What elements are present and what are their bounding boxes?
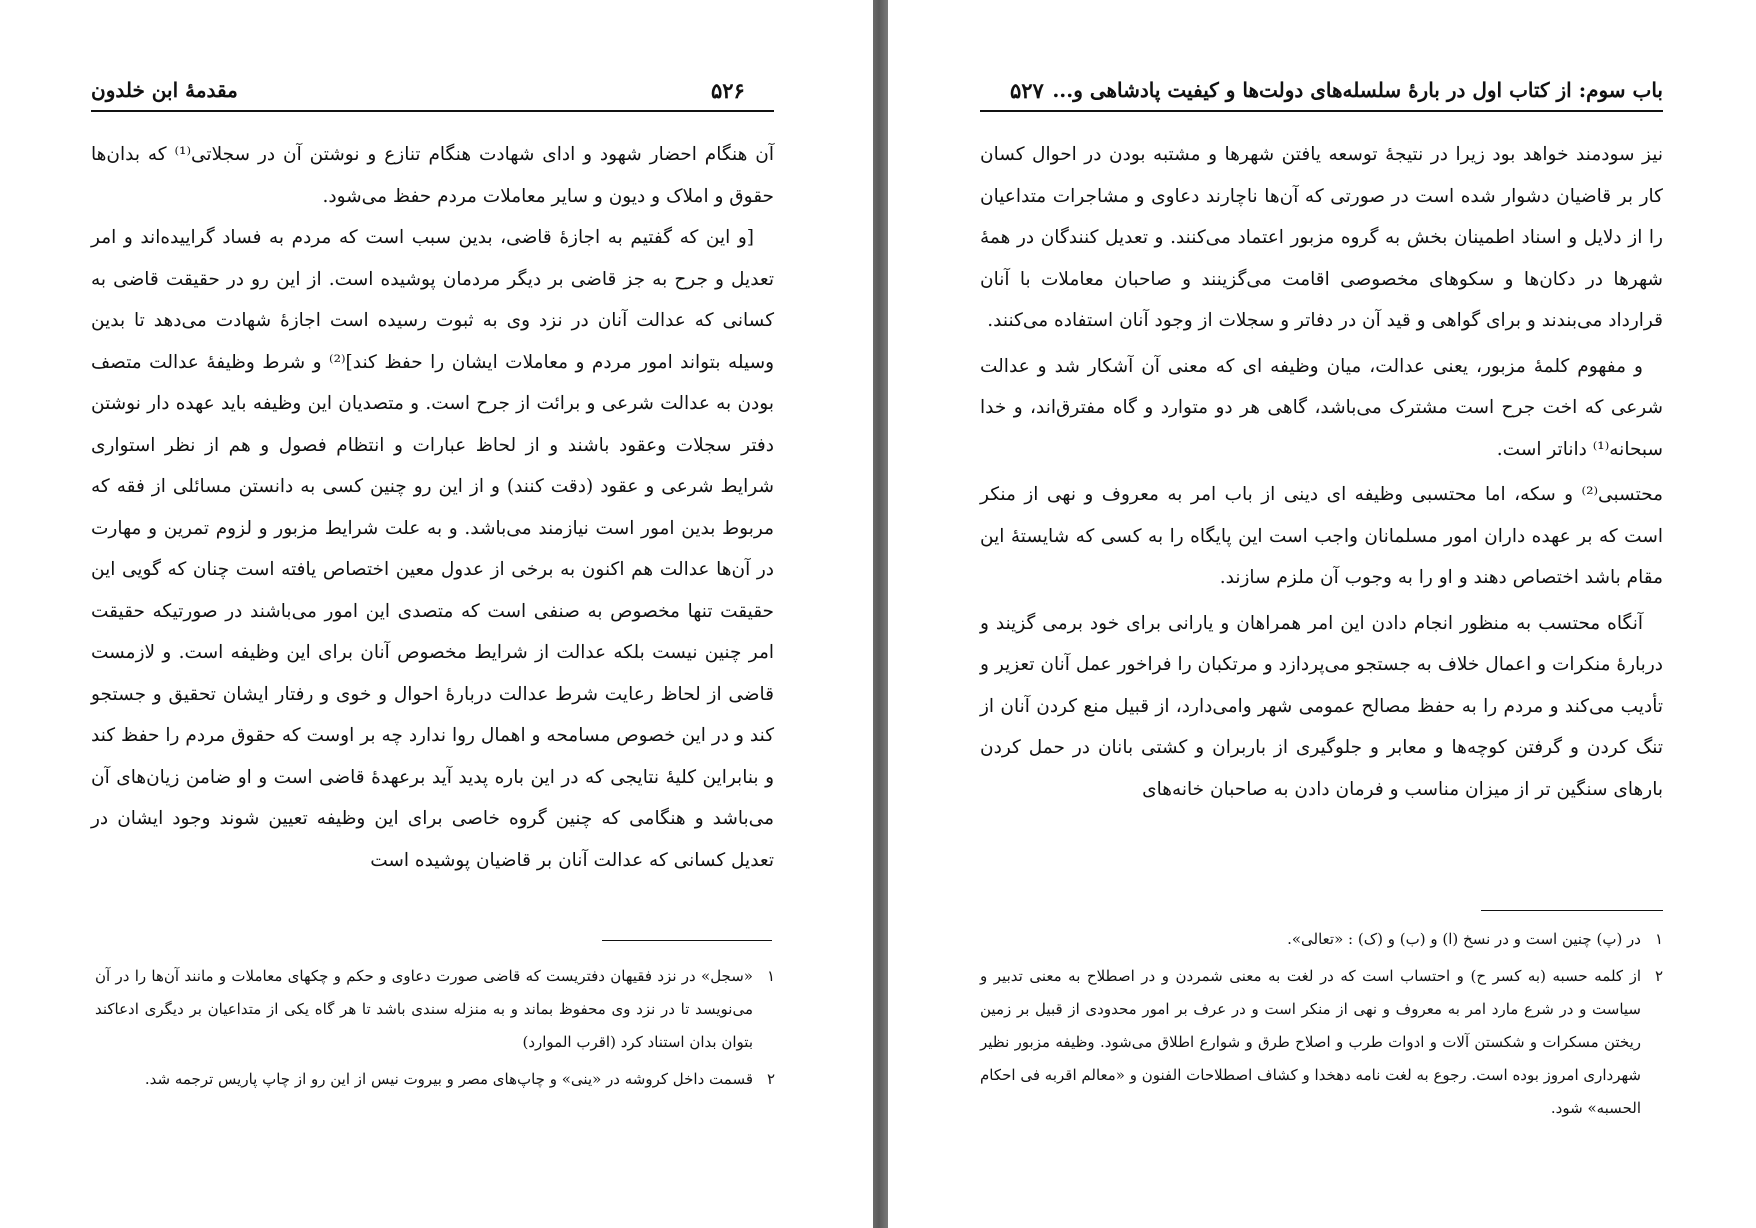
- right-footnote-2-text: از کلمه حسبه (به کسر ح) و احتساب است که در لغت به معنی شمردن و در اصطلاح به معنی تدبیر و سیاست و در شرع مارد امر به معروف و نهی از منکر است و در عرف بر امور محدودی از قبیل بر زمین ریختن مسکرات و شکستن آلات و ادوات طرب و اصلاح طرق و شوارع اطلاق می‌شود. وظیفه مزبور نظیر شهرداری امروز بوده است. رجوع به لغت نامه دهخدا و کشاف اصطلاحات الفنون و «معالم اقربه فی احکام الحسبه» شود.: [980, 967, 1641, 1117]
- right-paragraph-2: و مفهوم کلمهٔ مزبور، یعنی عدالت، میان وظیفه ای که معنی آن آشکار شد و عدالت شرعی که اخت جرح است مشترک می‌باشد، گاهی هر دو متوارد و گاه مفترق‌اند، و خدا سبحانه⁽¹⁾ داناتر است.: [980, 355, 1663, 460]
- left-footnote-1-text: «سجل» در نزد فقیهان دفتریست که قاضی صورت دعاوی و حکم و چکهای معاملات و مانند آن‌ها را در آن می‌نویسد تا در نزد وی محفوظ بماند و به منزله سندی باشد تا هر گاه یکی از متداعیان بر دیگری ادعاکند بتوان بدان استناد کرد (اقرب الموارد): [95, 967, 753, 1051]
- left-page-body: [91, 134, 774, 881]
- left-footnote-1: [95, 960, 775, 1059]
- right-paragraph-4: آنگاه محتسب به منظور انجام دادن این امر همراهان و یارانی برای خود برمی گزیند و دربارهٔ منکرات و اعمال خلاف به جستجو می‌پردازد و مرتکبان را فراخور عمل آنان تعزیر و تأدیب می‌کند و مردم را به حفظ مصالح عمومی شهر وامی‌دارد، از قبیل منع کردن آنان از تنگ کردن و گرفتن کوچه‌ها و معابر و جلوگیری از باربران و کشتی بانان در حمل کردن بارهای سنگین تر از میزان مناسب و فرمان دادن به صاحبان خانه‌های: [980, 612, 1663, 800]
- right-page-body: [980, 134, 1663, 810]
- left-footnote-2-number: ۲: [766, 1070, 775, 1088]
- left-footnote-2-text: قسمت داخل کروشه در «ینی» و چاپ‌های مصر و بیروت نیس از این رو از چاپ پاریس ترجمه شد.: [144, 1070, 753, 1088]
- right-footnote-2: [980, 960, 1663, 1125]
- left-header-rule: [91, 110, 774, 112]
- right-paragraph-1: نیز سودمند خواهد بود زیرا در نتیجهٔ توسعه یافتن شهرها و مشتبه بودن در احوال کسان کار بر قاضیان دشوار شده است در صورتی که آن‌ها ناچارند دعاوی و مشاجرات متداعیان را از دلایل و اسناد اطمینان بخش به گروه مزبور اعتماد می‌کنند. و تعدیل کنندگان در همهٔ شهرها در دکان‌ها و سکوهای مخصوصی اقامت می‌گزینند و صاحبان معاملات با آنان قرارداد می‌بندند و برای گواهی و قید آن در دفاتر و سجلات از وجود آنان استفاده می‌کنند.: [980, 144, 1663, 331]
- left-footnote-2: [95, 1063, 775, 1096]
- left-paragraph-1: آن هنگام احضار شهود و ادای شهادت هنگام تنازع و نوشتن آن در سجلاتی⁽¹⁾ که بدان‌ها حقوق و املاک و دیون و سایر معاملات مردم حفظ می‌شود.: [91, 144, 774, 207]
- right-page-number: ۵۲۷: [1010, 78, 1044, 103]
- right-header-rule: [980, 110, 1663, 112]
- right-footnote-rule: [1481, 910, 1663, 911]
- right-footnote-2-number: ۲: [1654, 967, 1663, 985]
- left-page-header: [91, 78, 774, 112]
- right-footnote-1: [980, 923, 1663, 956]
- left-footnote-rule: [602, 940, 772, 941]
- right-paragraph-3: محتسبی⁽²⁾ و سکه، اما محتسبی وظیفه ای دینی از باب امر به معروف و نهی از منکر است که بر عهده داران امور مسلمانان واجب است این پایگاه را به کسی که شایستهٔ این مقام باشد اختصاص دهند و او را به وجوب آن ملزم سازند.: [980, 484, 1663, 588]
- page-gutter: [873, 0, 888, 1228]
- left-page: [0, 0, 873, 1228]
- right-footnote-1-text: در (پ) چنین است و در نسخ (ا) و (ب) و (ک) : «تعالی».: [1287, 930, 1641, 948]
- right-footnote-1-number: ۱: [1654, 930, 1663, 948]
- right-page-header: [980, 78, 1663, 112]
- left-page-title: مقدمهٔ ابن خلدون: [91, 78, 238, 102]
- right-page: [888, 0, 1756, 1228]
- left-footnotes: [95, 960, 775, 1100]
- left-paragraph-2: [و این که گفتیم به اجازهٔ قاضی، بدین سبب است که مردم به فساد گراییده‌اند و امر تعدیل و جرح به جز قاضی بر دیگر مردمان پوشیده است. از این رو در حقیقت قاضی به کسانی که عدالت آنان در نزد وی به ثبوت رسیده است اجازهٔ شهادت می‌دهد تا بدین وسیله بتواند امور مردم و معاملات ایشان را حفظ کند]⁽²⁾ و شرط وظیفهٔ عدالت متصف بودن به عدالت شرعی و برائت از جرح است. و متصدیان این وظیفه باید عهده دار نوشتن دفتر سجلات وعقود باشند و از لحاظ عبارات و انتظام فصول و هم از نظر استواری شرایط شرعی و عقود (دقت کنند) و از این رو چنین کسی به دانستن مسائلی از فقه که مربوط بدین امور است نیازمند می‌باشد. و به علت شرایط مزبور و لزوم تمرین و مهارت در آن‌ها عدالت هم اکنون به برخی از عدول معین اختصاص یافته است چنان که گویی این حقیقت تنها مخصوص به صنفی است که متصدی این امور می‌باشند در صورتیکه حقیقت امر چنین نیست بلکه عدالت از شرایط مخصوص آنان برای این وظیفه است. و لازمست قاضی از لحاظ رعایت شرط عدالت دربارهٔ احوال و خوی و رفتار ایشان تحقیق و جستجو کند و در این خصوص مسامحه و اهمال روا ندارد چه بر اوست که حقوق مردم را حفظ کند و بنابراین کلیهٔ نتایجی که در این باره پدید آید برعهدهٔ قاضی است و او ضامن زیان‌های آن می‌باشد و هنگامی که چنین گروه خاصی برای این وظیفه تعیین شوند وجود ایشان در تعدیل کسانی که عدالت آنان بر قاضیان پوشیده است: [91, 227, 775, 871]
- right-footnotes: [980, 923, 1663, 1129]
- left-page-number: ۵۲۶: [711, 78, 745, 103]
- left-footnote-1-number: ۱: [766, 967, 775, 985]
- right-page-title: باب سوم: از کتاب اول در بارهٔ سلسله‌های دولت‌ها و کیفیت پادشاهی و...: [1052, 78, 1663, 102]
